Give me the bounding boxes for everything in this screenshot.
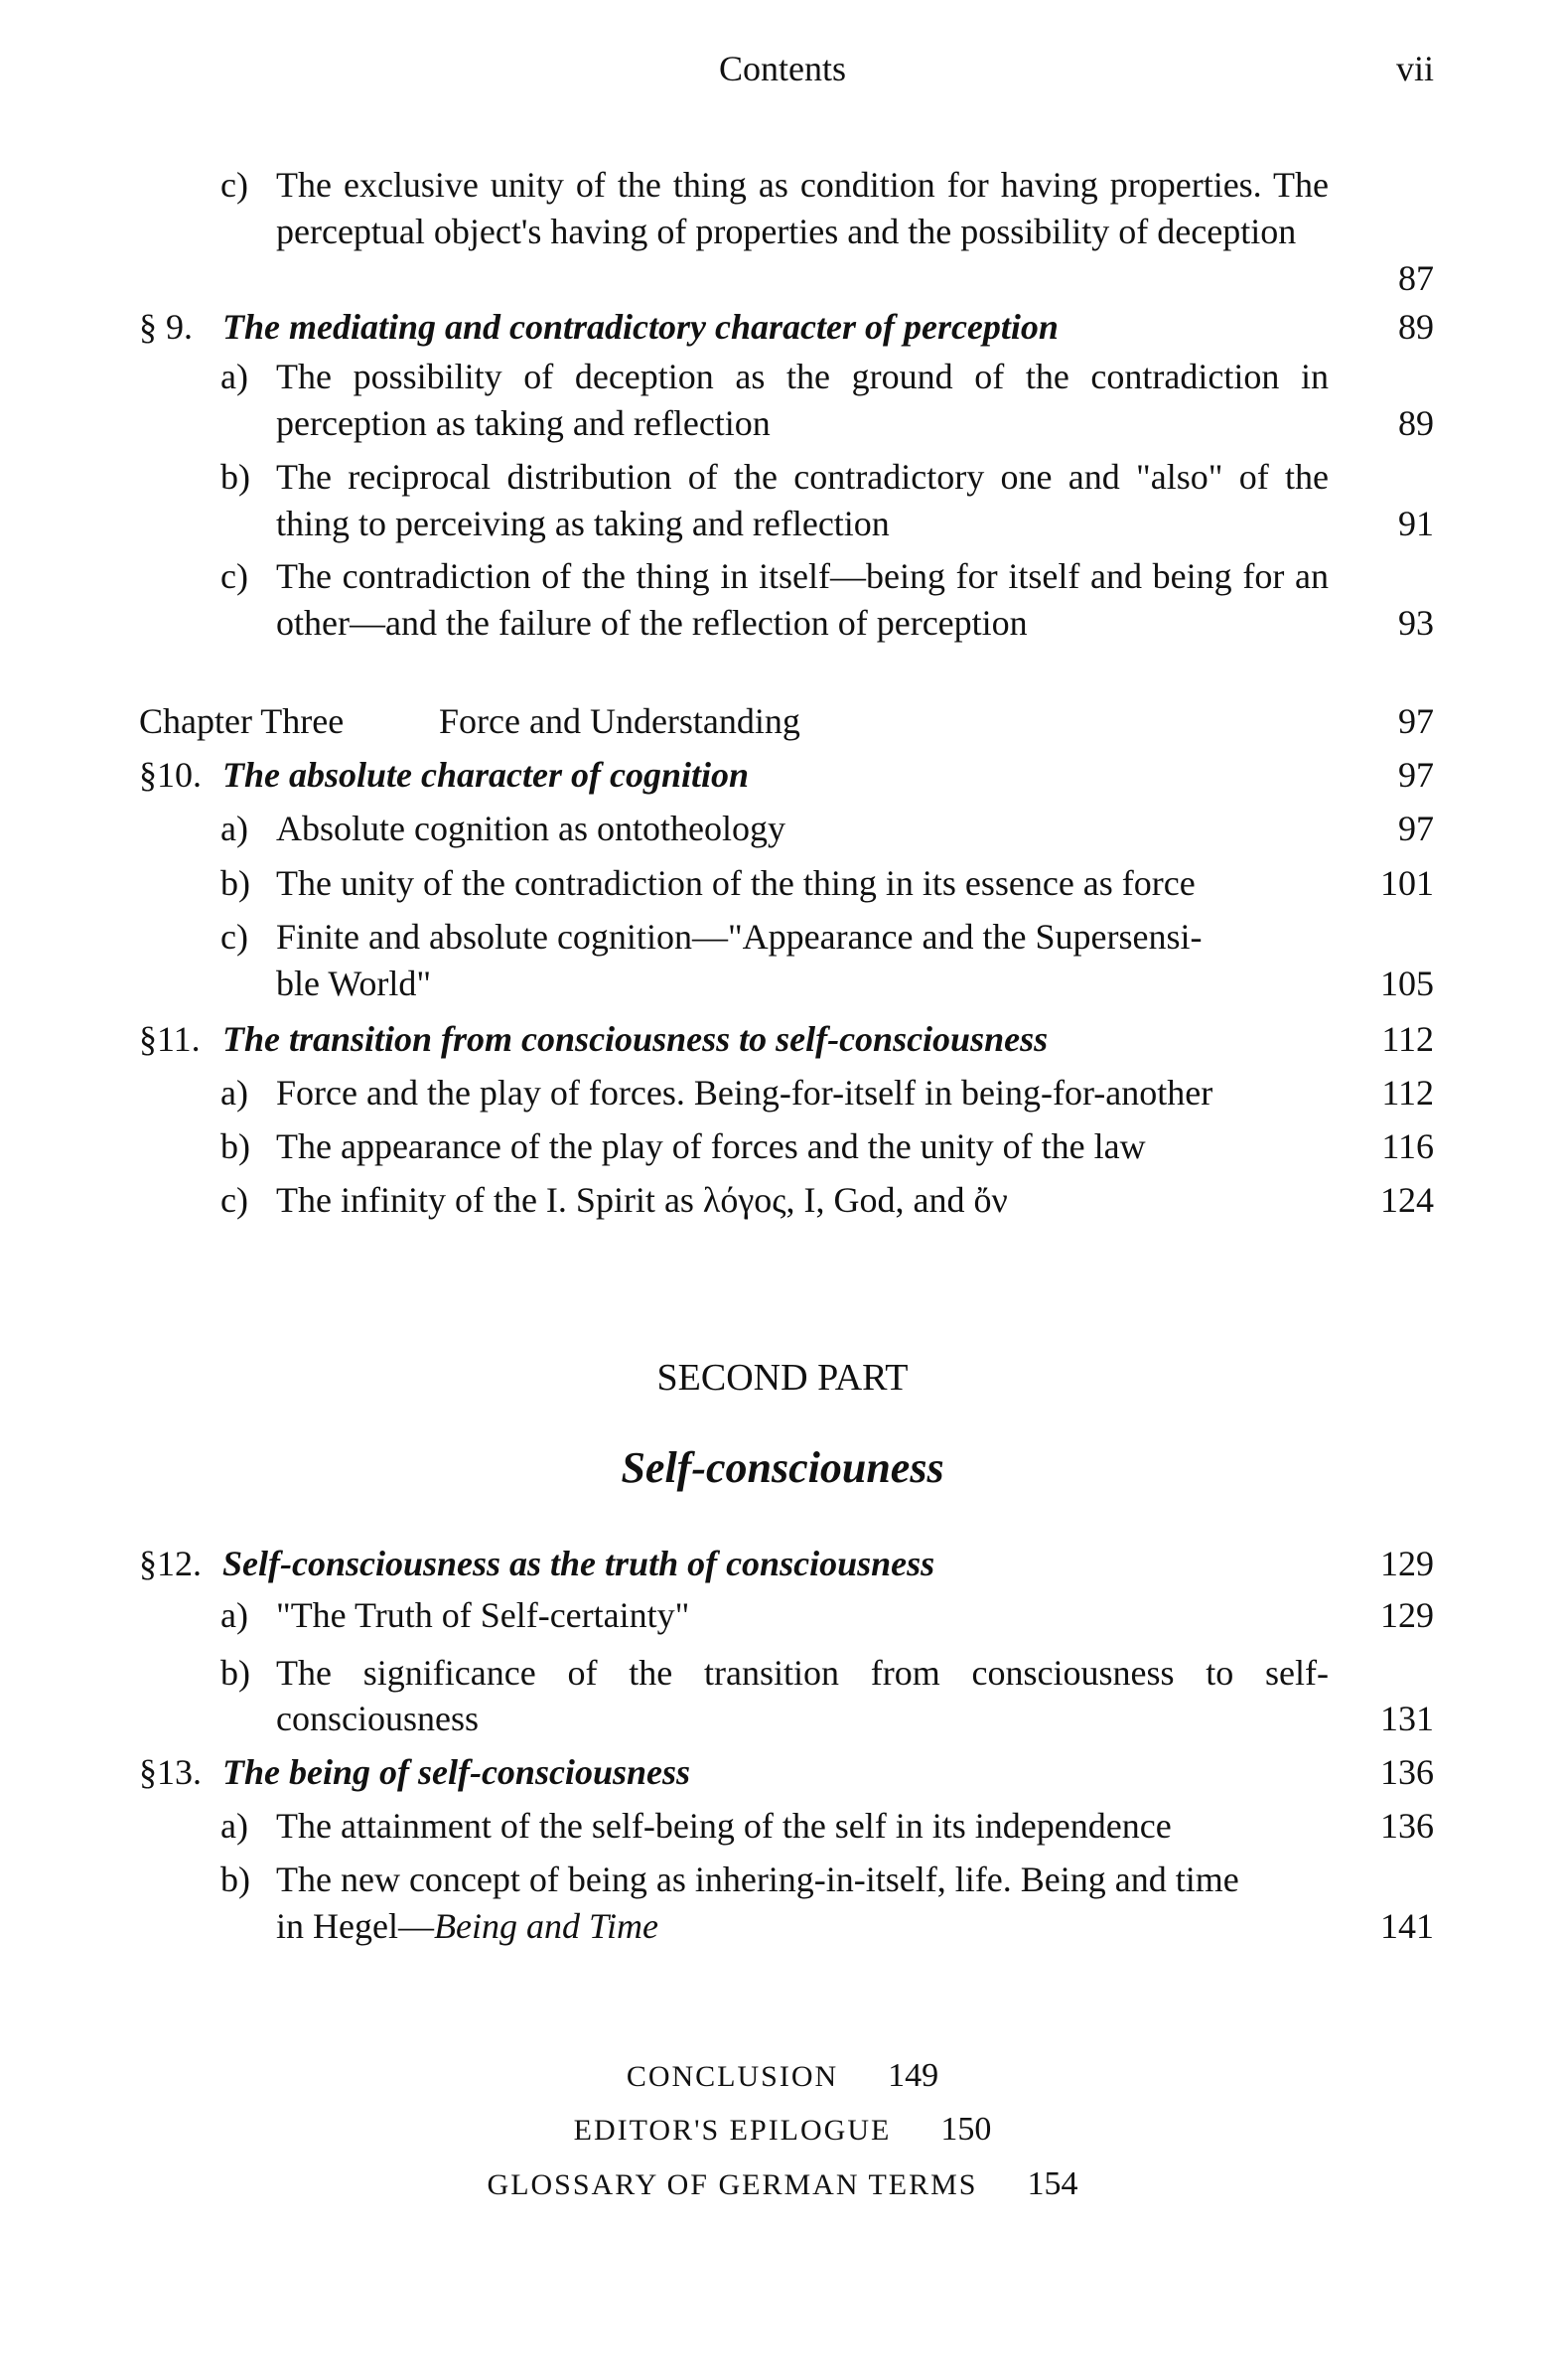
chapter-title: Force and Understanding <box>439 701 800 741</box>
section-page: 89 <box>1398 307 1434 347</box>
entry-letter: c) <box>220 556 248 596</box>
section-title: The mediating and contradictory character of perception <box>222 307 1059 347</box>
entry-page: 116 <box>1381 1126 1434 1166</box>
section-number: §11. <box>139 1019 201 1059</box>
entry-text: The attainment of the self-being of the self in its independence <box>276 1806 1172 1846</box>
part-title: Self-consciouness <box>621 1443 944 1492</box>
entry-text: The possibility of deception as the ground of the contradiction in perception as taking and reflection <box>276 357 1329 443</box>
entry-text-line-2: ble World" <box>276 964 432 1003</box>
section-number: §12. <box>139 1544 202 1583</box>
entry-letter: c) <box>220 917 248 957</box>
section-title: The absolute character of cognition <box>222 755 749 795</box>
section-page: 129 <box>1380 1544 1434 1583</box>
back-matter-page: 150 <box>940 2111 992 2148</box>
entry-text: The infinity of the I. Spirit as λόγος, I, God, and ὄν <box>276 1180 1008 1220</box>
back-matter-label: GLOSSARY OF GERMAN TERMS <box>487 2168 978 2201</box>
back-matter-epilogue <box>0 2111 1565 2149</box>
entry-text: The unity of the contradiction of the thing in its essence as force <box>276 863 1196 903</box>
entry-text: The exclusive unity of the thing as condition for having properties. The perceptual object's having of properties and the possibility of deception <box>276 165 1329 251</box>
entry-page: 89 <box>1398 403 1434 443</box>
entry-letter: a) <box>220 1595 248 1635</box>
entry-page: 93 <box>1398 603 1434 643</box>
entry-text: The contradiction of the thing in itself—being for itself and being for an other—and the failure of the reflection of perception <box>276 556 1329 643</box>
entry-page: 105 <box>1380 964 1434 1003</box>
section-number: §10. <box>139 755 202 795</box>
entry-text: "The Truth of Self-certainty" <box>276 1595 690 1635</box>
entry-letter: a) <box>220 1806 248 1846</box>
entry-page: 101 <box>1380 863 1434 903</box>
entry-text: Absolute cognition as ontotheology <box>276 809 785 848</box>
entry-page: 131 <box>1380 1699 1434 1738</box>
entry-text-line-1: The new concept of being as inhering-in-itself, life. Being and time <box>276 1859 1239 1899</box>
section-page: 97 <box>1398 755 1434 795</box>
entry-letter: a) <box>220 809 248 848</box>
entry-letter: b) <box>220 1126 250 1166</box>
entry-page: 112 <box>1381 1073 1434 1113</box>
entry-letter: b) <box>220 1859 250 1899</box>
entry-letter: c) <box>220 1180 248 1220</box>
entry-text-line-1: Finite and absolute cognition—"Appearance and the Supersensi- <box>276 917 1203 957</box>
section-number: § 9. <box>139 307 193 347</box>
entry-letter: b) <box>220 863 250 903</box>
entry-letter: c) <box>220 165 248 205</box>
section-title: The transition from consciousness to self-consciousness <box>222 1019 1049 1059</box>
back-matter-page: 154 <box>1027 2165 1078 2202</box>
entry-page: 97 <box>1398 809 1434 848</box>
entry-page: 129 <box>1380 1595 1434 1635</box>
entry-page: 136 <box>1380 1806 1434 1846</box>
running-header <box>0 48 1565 97</box>
section-page: 136 <box>1380 1752 1434 1792</box>
chapter-page: 97 <box>1398 701 1434 741</box>
entry-letter: b) <box>220 457 250 497</box>
entry-page: 141 <box>1380 1906 1434 1946</box>
part-label: SECOND PART <box>656 1357 909 1399</box>
entry-letter: b) <box>220 1653 250 1693</box>
section-page: 112 <box>1381 1019 1434 1059</box>
entry-text: The appearance of the play of forces and the unity of the law <box>276 1126 1146 1166</box>
back-matter-label: EDITOR'S EPILOGUE <box>573 2114 892 2147</box>
entry-text: The reciprocal distribution of the contradictory one and "also" of the thing to perceiving as taking and reflection <box>276 457 1329 543</box>
back-matter-glossary <box>0 2165 1565 2203</box>
section-title: The being of self-consciousness <box>222 1752 690 1792</box>
back-matter-label: CONCLUSION <box>626 2060 839 2093</box>
entry-page: 124 <box>1380 1180 1434 1220</box>
entry-text-line-1: The significance of the transition from consciousness to self- <box>276 1653 1329 1693</box>
section-title: Self-consciousness as the truth of consciousness <box>222 1544 935 1583</box>
chapter-label: Chapter Three <box>139 701 345 741</box>
back-matter-conclusion <box>0 2057 1565 2095</box>
entry-text: Force and the play of forces. Being-for-itself in being-for-another <box>276 1073 1213 1113</box>
entry-text-line-2 <box>276 1903 1329 1950</box>
entry-letter: a) <box>220 357 248 396</box>
running-title: Contents <box>718 49 846 88</box>
section-number: §13. <box>139 1752 202 1792</box>
entry-letter: a) <box>220 1073 248 1113</box>
back-matter-page: 149 <box>888 2057 939 2094</box>
entry-text-line-2: consciousness <box>276 1699 479 1738</box>
entry-page: 87 <box>1398 258 1434 298</box>
entry-page: 91 <box>1398 504 1434 543</box>
folio-number: vii <box>1395 49 1434 88</box>
entry-text-plain: in Hegel— <box>276 1906 434 1946</box>
entry-text-italic: Being and Time <box>433 1906 658 1946</box>
